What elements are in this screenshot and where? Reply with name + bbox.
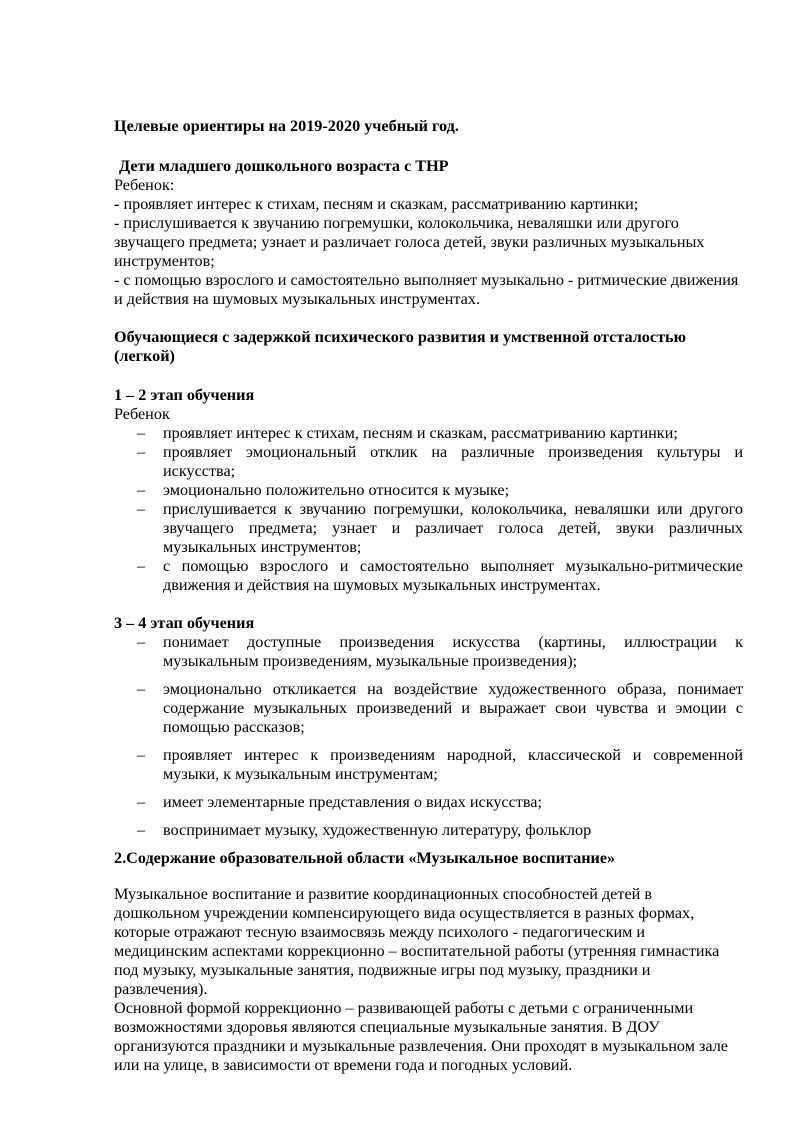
list-item: прислушивается к звучанию погремушки, колокольчика, неваляшки или другого	[163, 500, 743, 518]
list-item: воспринимает музыку, художественную литературу, фольклор	[163, 821, 592, 839]
list-item-cont: движения и действия на шумовых музыкальных инструментах.	[163, 576, 601, 594]
list-item: понимает доступные произведения искусства (картины, иллюстрации к	[163, 633, 743, 651]
list-item-cont: музыкальных инструментов;	[163, 538, 362, 556]
list-item-cont: инструментов;	[114, 252, 215, 270]
list-item-cont: помощью рассказов;	[163, 718, 305, 736]
list-dash: –	[137, 500, 146, 518]
list-item-cont: звучащего предмета; узнает и различает голоса детей, звуки различных музыкальных	[114, 233, 705, 251]
list-item: проявляет интерес к стихам, песням и сказкам, рассматриванию картинки;	[163, 424, 678, 442]
list-item-cont: и действия на шумовых музыкальных инструментах.	[114, 290, 481, 308]
list-dash: –	[137, 557, 146, 575]
list-dash: –	[137, 746, 146, 764]
paragraph-line: дошкольном учреждении компенсирующего вида осуществляется в разных формах,	[114, 904, 695, 922]
group-title-tnr: Дети младшего дошкольного возраста с ТНР	[119, 157, 449, 175]
child-label: Ребенок	[114, 405, 170, 423]
stage-title-3-4: 3 – 4 этап обучения	[114, 614, 255, 632]
list-dash: –	[137, 633, 146, 651]
list-dash: –	[137, 443, 146, 461]
section-title-zpr-l2: (легкой)	[114, 347, 175, 365]
paragraph-line: или на улице, в зависимости от времени года и погодных условий.	[114, 1056, 573, 1074]
list-dash: –	[137, 680, 146, 698]
list-dash: –	[137, 424, 146, 442]
list-item-cont: музыки, к музыкальным инструментам;	[163, 765, 438, 783]
paragraph-line: под музыку, музыкальные занятия, подвижные игры под музыку, праздники и	[114, 961, 651, 979]
list-item: с помощью взрослого и самостоятельно выполняет музыкально-ритмические	[163, 557, 743, 575]
list-item: имеет элементарные представления о видах искусства;	[163, 793, 542, 811]
paragraph-line: развлечения).	[114, 980, 208, 998]
paragraph-line: медицинским аспектами коррекционно – воспитательной работы (утренняя гимнастика	[114, 942, 720, 960]
paragraph-line: которые отражают тесную взаимосвязь между психолого - педагогическим и	[114, 923, 646, 941]
list-item-cont: содержание музыкальных произведений и выражает свои чувства и эмоции с	[163, 699, 743, 717]
stage-title-1-2: 1 – 2 этап обучения	[114, 386, 255, 404]
list-item: - с помощью взрослого и самостоятельно выполняет музыкально - ритмические движения	[114, 271, 739, 289]
section-title-music-education: 2.Содержание образовательной области «Музыкальное воспитание»	[114, 849, 616, 867]
list-item-cont: звучащего предмета; узнает и различает голоса детей, звуки различных	[163, 519, 743, 537]
list-dash: –	[137, 821, 146, 839]
list-item: - проявляет интерес к стихам, песням и сказкам, рассматриванию картинки;	[114, 195, 639, 213]
list-item: эмоционально откликается на воздействие художественного образа, понимает	[163, 680, 743, 698]
section-title-zpr-l1: Обучающиеся с задержкой психического развития и умственной отсталостью	[114, 328, 686, 346]
paragraph-line: Музыкальное воспитание и развитие координационных способностей детей в	[114, 885, 652, 903]
list-dash: –	[137, 793, 146, 811]
list-item-cont: музыкальным произведениям, музыкальные произведения);	[163, 652, 578, 670]
paragraph-line: организуются праздники и музыкальные развлечения. Они проходят в музыкальном зале	[114, 1037, 728, 1055]
list-item: эмоционально положительно относится к музыке;	[163, 481, 510, 499]
list-item: - прислушивается к звучанию погремушки, колокольчика, неваляшки или другого	[114, 214, 679, 232]
section-title-targets: Целевые ориентиры на 2019-2020 учебный год.	[114, 117, 459, 135]
list-item: проявляет эмоциональный отклик на различные произведения культуры и	[163, 443, 743, 461]
list-item: проявляет интерес к произведениям народной, классической и современной	[163, 746, 743, 764]
paragraph-line: Основной формой коррекционно – развивающей работы с детьми с ограниченными	[114, 999, 694, 1017]
child-label: Ребенок:	[114, 176, 175, 194]
list-dash: –	[137, 481, 146, 499]
list-item-cont: искусства;	[163, 462, 236, 480]
paragraph-line: возможностями здоровья являются специальные музыкальные занятия. В ДОУ	[114, 1018, 660, 1036]
